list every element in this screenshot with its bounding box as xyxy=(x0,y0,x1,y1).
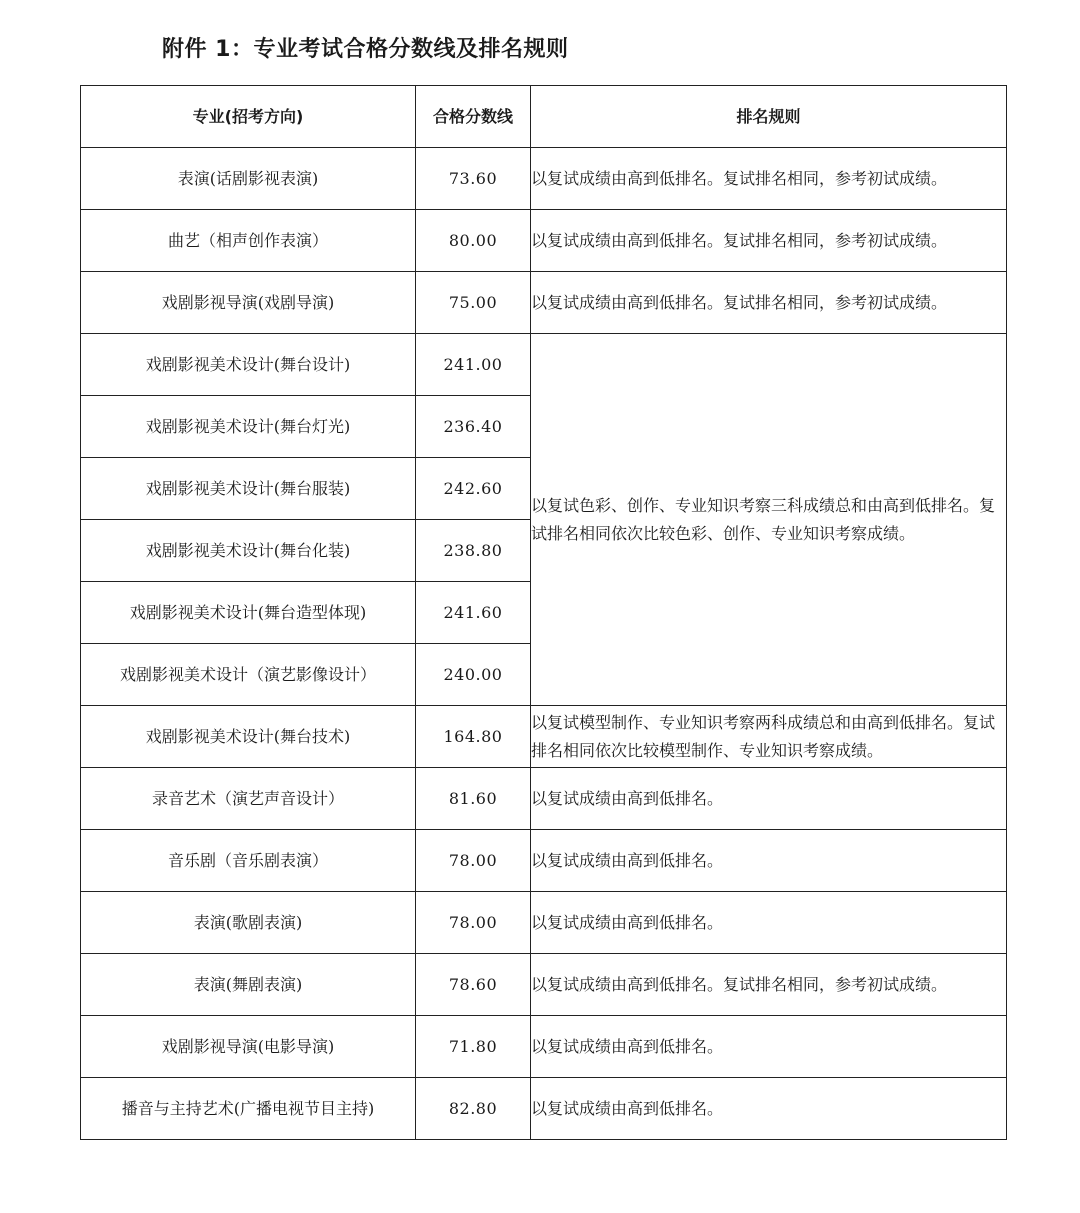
major-cell: 戏剧影视美术设计(舞台造型体现) xyxy=(81,582,416,644)
table-row xyxy=(81,1078,1007,1140)
major-cell: 表演(舞剧表演) xyxy=(81,954,416,1016)
header-rule: 排名规则 xyxy=(531,86,1007,148)
major-cell: 戏剧影视美术设计(舞台设计) xyxy=(81,334,416,396)
major-cell: 戏剧影视美术设计(舞台服装) xyxy=(81,458,416,520)
rule-cell-merged: 以复试色彩、创作、专业知识考察三科成绩总和由高到低排名。复试排名相同依次比较色彩、创作、专业知识考察成绩。 xyxy=(531,334,1007,706)
header-score: 合格分数线 xyxy=(416,86,531,148)
major-cell: 音乐剧（音乐剧表演） xyxy=(81,830,416,892)
table-row xyxy=(81,768,1007,830)
table-row xyxy=(81,210,1007,272)
rule-cell: 以复试成绩由高到低排名。复试排名相同，参考初试成绩。 xyxy=(531,210,1007,272)
table-row xyxy=(81,148,1007,210)
rule-cell: 以复试成绩由高到低排名。 xyxy=(531,1016,1007,1078)
major-cell: 播音与主持艺术(广播电视节目主持) xyxy=(81,1078,416,1140)
major-cell: 表演(话剧影视表演) xyxy=(81,148,416,210)
score-cell: 78.00 xyxy=(416,830,531,892)
rule-cell: 以复试成绩由高到低排名。 xyxy=(531,1078,1007,1140)
score-cell: 241.00 xyxy=(416,334,531,396)
major-cell: 戏剧影视导演(戏剧导演) xyxy=(81,272,416,334)
rule-cell: 以复试成绩由高到低排名。 xyxy=(531,768,1007,830)
table-row xyxy=(81,954,1007,1016)
major-cell: 戏剧影视美术设计(舞台灯光) xyxy=(81,396,416,458)
rule-cell: 以复试成绩由高到低排名。 xyxy=(531,892,1007,954)
major-cell: 录音艺术（演艺声音设计） xyxy=(81,768,416,830)
rule-cell: 以复试成绩由高到低排名。复试排名相同，参考初试成绩。 xyxy=(531,148,1007,210)
score-cell: 73.60 xyxy=(416,148,531,210)
table-row xyxy=(81,1016,1007,1078)
major-cell: 戏剧影视美术设计（演艺影像设计） xyxy=(81,644,416,706)
score-cell: 236.40 xyxy=(416,396,531,458)
score-cell: 75.00 xyxy=(416,272,531,334)
score-cell: 82.80 xyxy=(416,1078,531,1140)
major-cell: 表演(歌剧表演) xyxy=(81,892,416,954)
table-row xyxy=(81,830,1007,892)
table-row xyxy=(81,706,1007,768)
score-table xyxy=(80,85,1007,1140)
rule-cell: 以复试成绩由高到低排名。复试排名相同，参考初试成绩。 xyxy=(531,954,1007,1016)
rule-cell: 以复试模型制作、专业知识考察两科成绩总和由高到低排名。复试排名相同依次比较模型制作、专业知识考察成绩。 xyxy=(531,706,1007,768)
score-cell: 164.80 xyxy=(416,706,531,768)
major-cell: 戏剧影视美术设计(舞台化装) xyxy=(81,520,416,582)
table-row xyxy=(81,892,1007,954)
rule-cell: 以复试成绩由高到低排名。 xyxy=(531,830,1007,892)
page-title: 附件 1：专业考试合格分数线及排名规则 xyxy=(162,37,569,62)
table-row xyxy=(81,334,1007,396)
score-cell: 78.00 xyxy=(416,892,531,954)
score-cell: 78.60 xyxy=(416,954,531,1016)
score-cell: 242.60 xyxy=(416,458,531,520)
major-cell: 戏剧影视导演(电影导演) xyxy=(81,1016,416,1078)
rule-cell: 以复试成绩由高到低排名。复试排名相同，参考初试成绩。 xyxy=(531,272,1007,334)
major-cell: 戏剧影视美术设计(舞台技术) xyxy=(81,706,416,768)
score-cell: 238.80 xyxy=(416,520,531,582)
table-row xyxy=(81,272,1007,334)
score-cell: 240.00 xyxy=(416,644,531,706)
major-cell: 曲艺（相声创作表演） xyxy=(81,210,416,272)
score-cell: 81.60 xyxy=(416,768,531,830)
header-major: 专业(招考方向) xyxy=(81,86,416,148)
score-cell: 80.00 xyxy=(416,210,531,272)
table-header-row xyxy=(81,86,1007,148)
score-cell: 241.60 xyxy=(416,582,531,644)
score-cell: 71.80 xyxy=(416,1016,531,1078)
